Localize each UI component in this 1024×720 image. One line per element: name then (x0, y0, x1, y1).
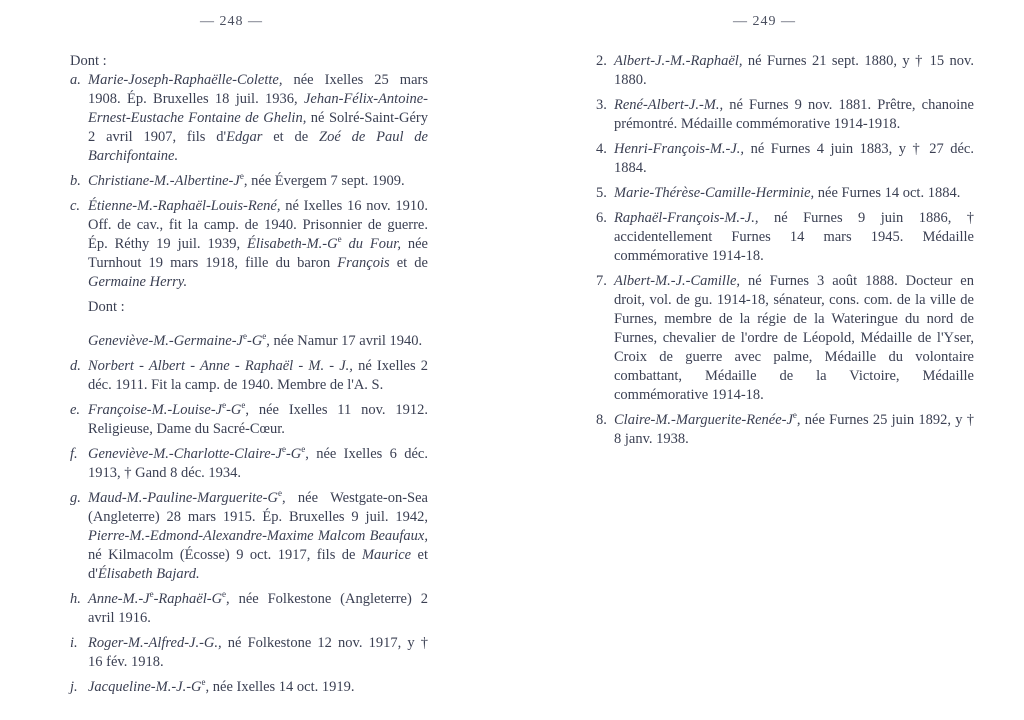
superscript: e (262, 330, 267, 341)
entry-text: né Furnes 4 juin 1883, y † 27 déc. 1884. (614, 141, 974, 176)
entry-marker: 5. (596, 185, 607, 201)
page-number-left: — 248 — (200, 14, 263, 29)
entry-marker: h. (70, 590, 81, 607)
entry-text: né Furnes 9 juin 1886, † accidentellement Furnes 14 mars 1945. Médaille commémorative 1914-18. (614, 210, 974, 264)
entry-f (70, 445, 428, 483)
person-name: Christiane-M.-Albertine-J (88, 173, 240, 189)
parent-name: François (337, 255, 390, 271)
entry-7 (596, 272, 974, 405)
superscript: e (222, 399, 227, 410)
superscript: e (337, 234, 342, 245)
entry-text: , née Furnes 25 juin 1892, y † 8 janv. 1938. (614, 412, 974, 447)
entry-text: née Turnhout 19 mars 1918, fille du baron (88, 236, 428, 271)
entry-text: et de (262, 129, 320, 145)
entry-marker: 7. (596, 273, 607, 289)
entry-text: , née Évergem 7 sept. 1909. (243, 173, 405, 189)
superscript: e (281, 443, 286, 454)
entry-marker: d. (70, 357, 81, 374)
superscript: e (149, 588, 154, 599)
entry-h (70, 590, 428, 628)
entry-text: né Kilmacolm (Écosse) 9 oct. 1917, fils de (88, 546, 362, 563)
spouse-name: Élisabeth-M.-G (247, 236, 338, 252)
person-name-cont: -Raphaël-G (153, 590, 223, 607)
entry-2 (596, 52, 974, 90)
entry-text: née Furnes 14 oct. 1884. (814, 185, 961, 201)
entry-8 (596, 411, 974, 449)
parent-name: Edgar (226, 129, 263, 145)
entry-6 (596, 209, 974, 266)
entry-text: né Furnes 3 août 1888. Docteur en droit, vol. de gu. 1914-18, sénateur, cons. com. de la ville de Furnes, membre de la régie de la Wateringue du nord de Furnes, chevalier de l'ordre de Léopold, Médaille de l'Yser, Croix de guerre avec palme, Médaille du volontaire combattant, Médaille de la Victoire, Médaille commémorative 1914-18. (614, 273, 974, 403)
spouse-name: Pierre-M.-Edmond-Alexandre-Maxime Malcom Beaufaux, (88, 527, 428, 544)
superscript: e (222, 588, 227, 599)
person-name: Claire-M.-Marguerite-Renée-J (614, 412, 793, 428)
entry-g (70, 489, 428, 584)
entry-marker: e. (70, 401, 81, 418)
parent-name: Maurice (361, 546, 412, 563)
person-name: Marie-Thérèse-Camille-Herminie, (614, 185, 815, 201)
entry-text: né Furnes 9 nov. 1881. Prêtre, chanoine prémontré. Médaille commémorative 1914-1918. (614, 97, 974, 132)
parent-name: Germaine Herry. (88, 274, 188, 290)
entry-marker: 3. (596, 97, 607, 113)
entry-marker: 2. (596, 53, 607, 69)
person-name: Albert-J.-M.-Raphaël, (614, 53, 743, 69)
entry-5 (596, 184, 974, 203)
parent-name: Élisabeth Bajard. (97, 565, 200, 582)
entry-d (70, 357, 428, 395)
sub-dont-label: Dont : (88, 299, 125, 315)
right-page (512, 0, 1024, 720)
entry-i (70, 634, 428, 672)
entry-marker: 4. (596, 141, 607, 157)
superscript: e (301, 443, 306, 454)
entry-text: né Solré-Saint-Géry 2 avril 1907, fils d' (88, 110, 428, 145)
entry-text: né Folkestone 12 nov. 1917, y † 16 fév. 1918. (88, 634, 428, 670)
entry-c (70, 197, 428, 292)
entry-e (70, 401, 428, 439)
person-name: René-Albert-J.-M., (614, 97, 724, 113)
right-column (596, 52, 974, 449)
entry-marker: g. (70, 489, 81, 506)
person-name: Roger-M.-Alfred-J.-G., (88, 634, 222, 651)
person-name: Geneviève-M.-Germaine-J (88, 332, 243, 349)
entry-marker: j. (70, 678, 78, 695)
person-name: Geneviève-M.-Charlotte-Claire-J (88, 445, 282, 462)
entry-text: né Ixelles 16 nov. 1910. Off. de cav., fit la camp. de 1940. Prisonnier de guerre. Ép. Réthy 19 juil. 1939, (88, 198, 428, 252)
entry-text: , née Ixelles 6 déc. 1913, † Gand 8 déc. 1934. (88, 445, 428, 481)
person-name: Anne-M.-J (88, 590, 150, 607)
sub-entry (70, 332, 428, 351)
superscript: e (277, 487, 282, 498)
person-name: Raphaël-François-M.-J., (614, 210, 759, 226)
entry-a (70, 71, 428, 166)
entry-text: né Ixelles 2 déc. 1911. Fit la camp. de 1940. Membre de l'A. S. (88, 357, 428, 393)
person-name-cont: -G (246, 332, 263, 349)
superscript: e (792, 410, 797, 421)
person-name: Albert-M.-J.-Camille, (614, 273, 741, 289)
person-name: Étienne-M.-Raphaël-Louis-René, (88, 198, 281, 214)
entry-text: , née Ixelles 14 oct. 1919. (205, 678, 355, 695)
person-name: Marie-Joseph-Raphaëlle-Colette, (88, 72, 283, 88)
entry-marker: f. (70, 445, 78, 462)
person-name: Françoise-M.-Louise-J (88, 401, 223, 418)
entry-marker: 8. (596, 412, 607, 428)
parent-name: Zoé de Paul de Barchifontaine. (88, 129, 428, 164)
person-name-cont: -G (285, 445, 302, 462)
spouse-name-cont: du Four, (341, 236, 401, 252)
superscript: e (239, 171, 244, 182)
spouse-name: Jehan-Félix-Antoine-Ernest-Eustache Fontaine de Ghelin, (88, 91, 428, 126)
superscript: e (242, 330, 247, 341)
entry-marker: b. (70, 173, 81, 189)
entry-text: , née Westgate-on-Sea (Angleterre) 28 mars 1915. Ép. Bruxelles 9 juil. 1942, (88, 489, 428, 525)
dont-label: Dont : (70, 53, 107, 69)
entry-text: , née Folkestone (Angleterre) 2 avril 1916. (88, 590, 428, 626)
entry-text: et d' (88, 546, 429, 582)
entry-text: née Ixelles 25 mars 1908. Ép. Bruxelles 18 juil. 1936, (88, 72, 428, 107)
superscript: e (241, 399, 246, 410)
entry-text: , née Ixelles 11 nov. 1912. Religieuse, Dame du Sacré-Cœur. (88, 401, 428, 437)
person-name-cont: -G (226, 401, 242, 418)
entry-marker: a. (70, 72, 81, 88)
person-name: Norbert - Albert - Anne - Raphaël - M. - J., (88, 357, 353, 374)
left-column (70, 52, 428, 697)
entry-marker: 6. (596, 210, 607, 226)
entry-4 (596, 140, 974, 178)
entry-b (70, 172, 428, 191)
entry-marker: i. (70, 634, 78, 651)
page-number-right: — 249 — (733, 14, 796, 29)
entry-marker: c. (70, 198, 81, 214)
person-name: Jacqueline-M.-J.-G (88, 678, 202, 695)
person-name: Maud-M.-Pauline-Marguerite-G (88, 489, 278, 506)
entry-text: et de (389, 255, 428, 271)
entry-3 (596, 96, 974, 134)
entry-j (70, 678, 428, 697)
person-name: Henri-François-M.-J., (614, 141, 745, 157)
entry-text: né Furnes 21 sept. 1880, y † 15 nov. 1880. (614, 53, 974, 88)
superscript: e (201, 676, 206, 687)
entry-text: , née Namur 17 avril 1940. (266, 332, 423, 349)
